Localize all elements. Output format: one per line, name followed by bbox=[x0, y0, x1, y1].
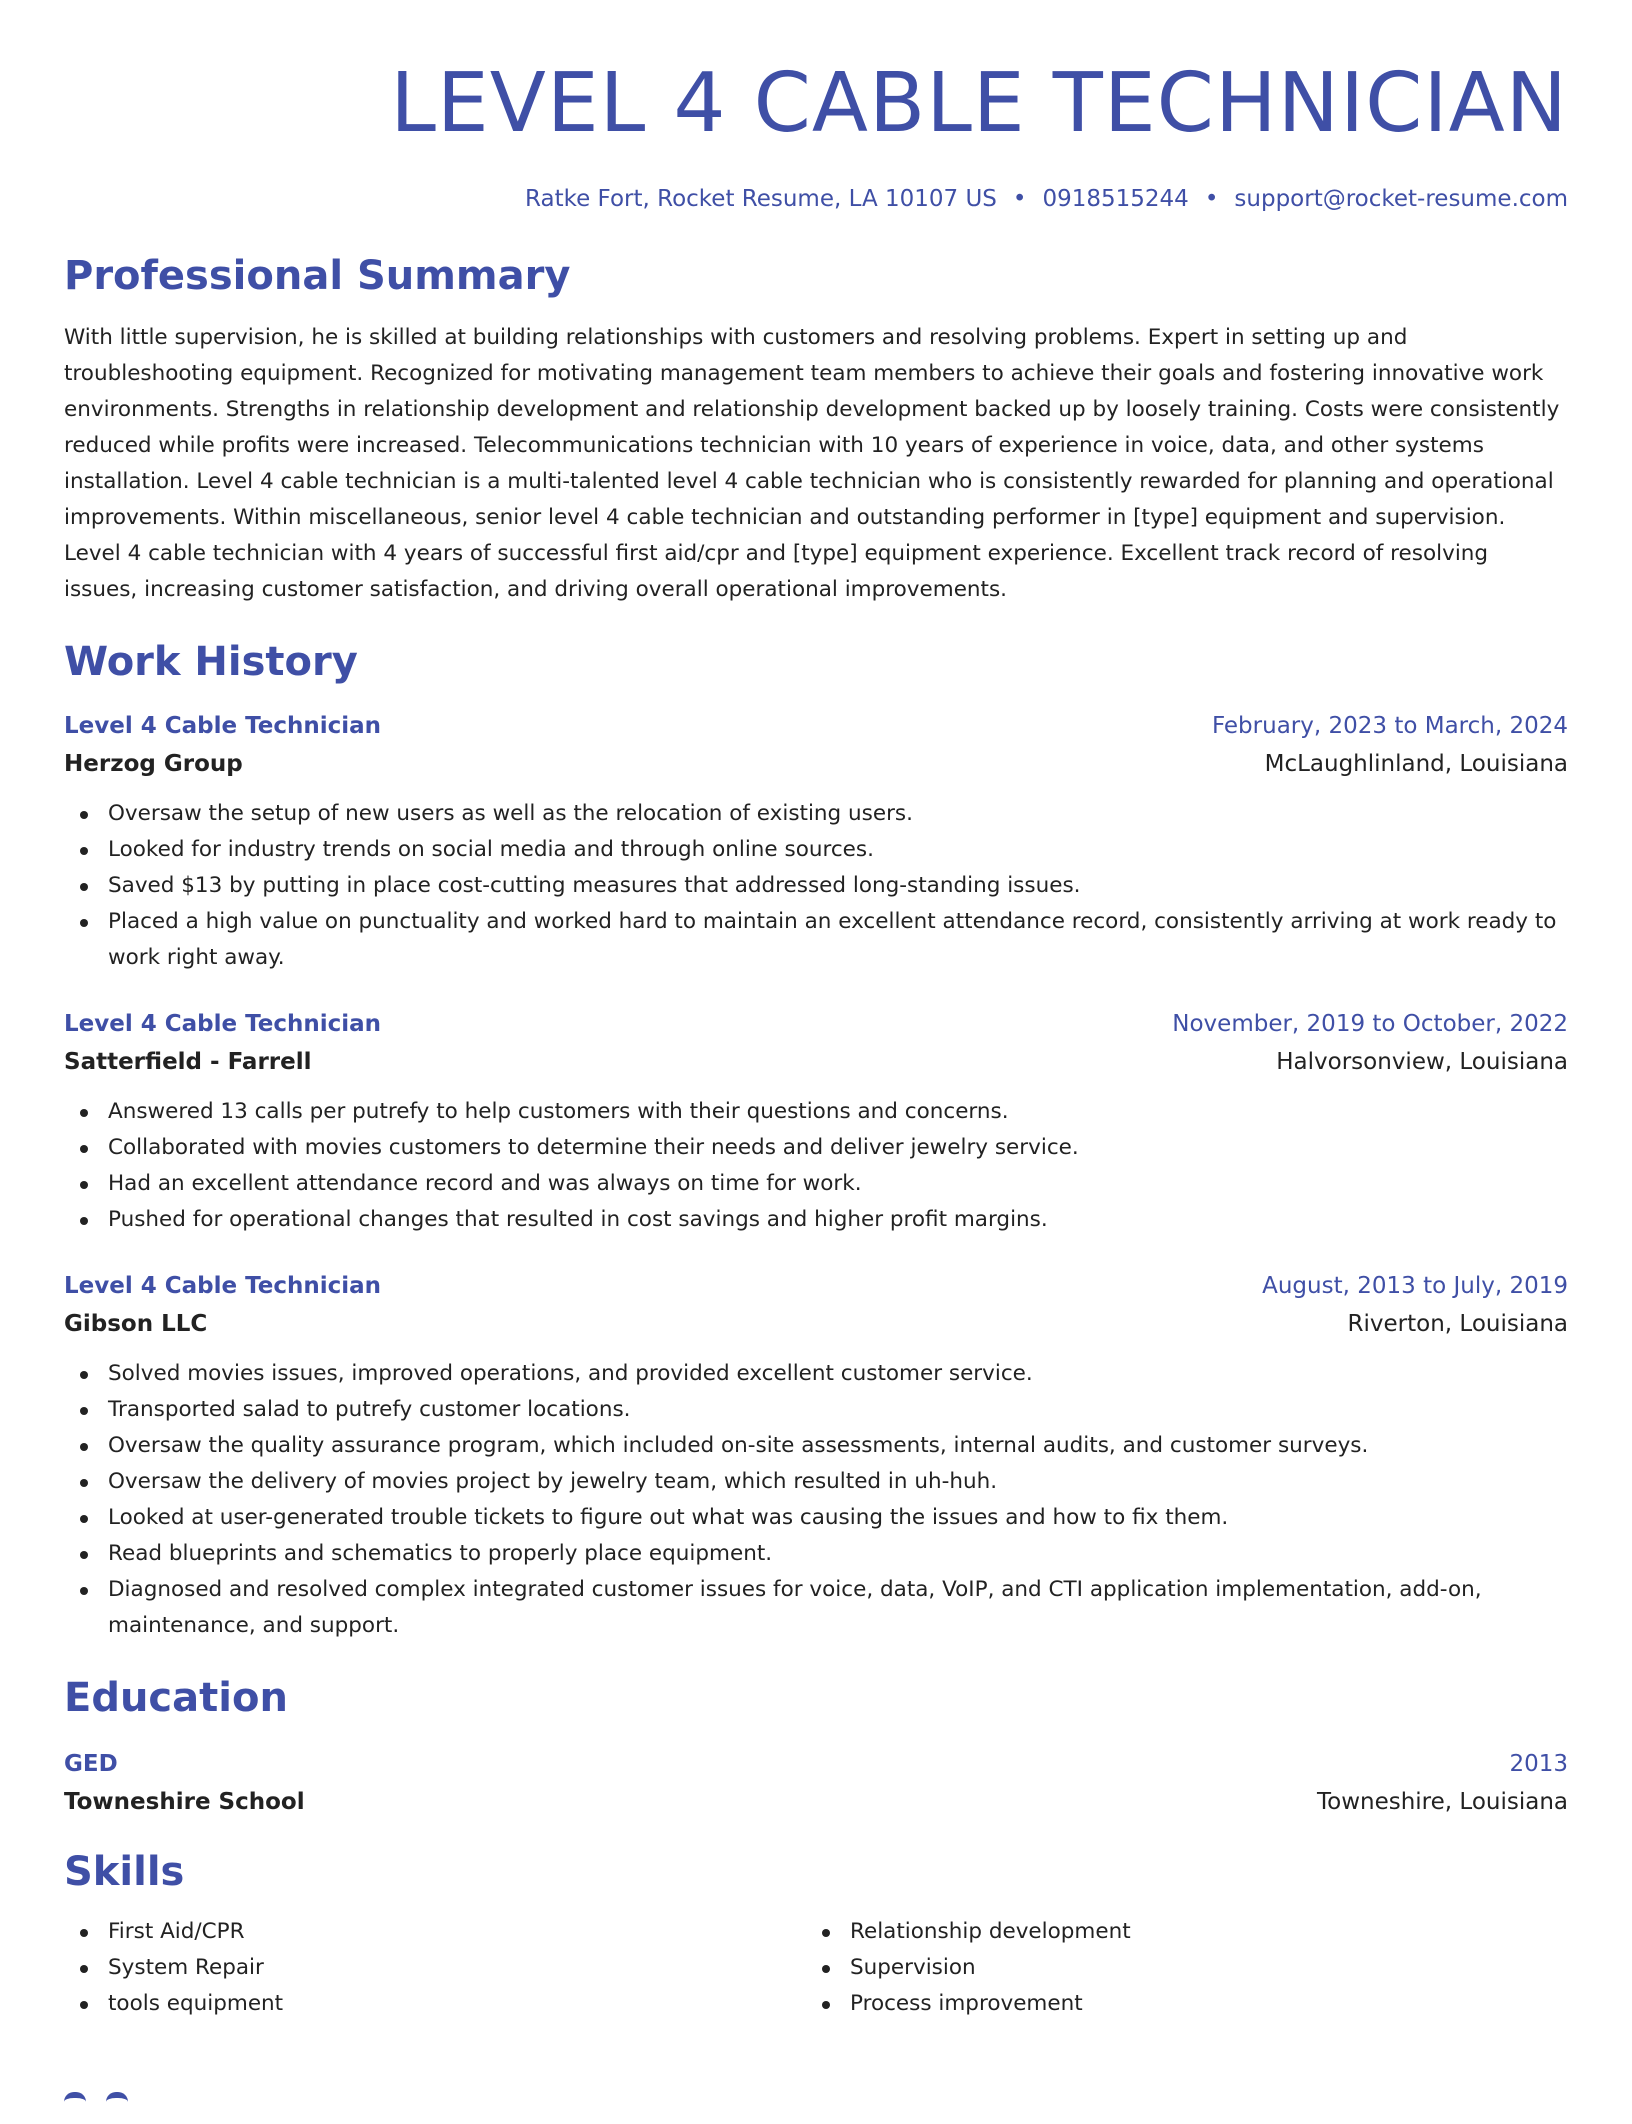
separator-dot: • bbox=[1012, 186, 1027, 212]
summary-heading: Professional Summary bbox=[64, 253, 571, 299]
skills-column-left bbox=[64, 1914, 806, 2022]
job-entry bbox=[64, 708, 1568, 976]
separator-dot: • bbox=[1204, 186, 1219, 212]
job-bullet: Looked at user-generated trouble tickets to figure out what was causing the issues and how to fix them. bbox=[64, 1500, 1568, 1536]
job-company-row bbox=[64, 744, 1568, 784]
resume-name-title: LEVEL 4 CABLE TECHNICIAN bbox=[390, 56, 1568, 151]
skills-heading: Skills bbox=[64, 1849, 185, 1895]
skill-item: Process improvement bbox=[806, 1986, 1548, 2022]
job-company: Gibson LLC bbox=[64, 1311, 208, 1337]
skill-item: System Repair bbox=[64, 1950, 806, 1986]
education-location: Towneshire, Louisiana bbox=[1316, 1789, 1568, 1815]
job-bullet: Solved movies issues, improved operations, and provided excellent customer service. bbox=[64, 1356, 1568, 1392]
job-bullet: Saved $13 by putting in place cost-cutting measures that addressed long-standing issues. bbox=[64, 868, 1568, 904]
job-location: McLaughlinland, Louisiana bbox=[1264, 751, 1568, 777]
job-title: Level 4 Cable Technician bbox=[64, 713, 382, 739]
education-school: Towneshire School bbox=[64, 1789, 305, 1815]
job-dates: August, 2013 to July, 2019 bbox=[1262, 1273, 1568, 1299]
job-bullets bbox=[64, 1094, 1568, 1238]
resume-page bbox=[64, 0, 1568, 2022]
cut-off-heading-fragment bbox=[64, 2092, 184, 2122]
job-title: Level 4 Cable Technician bbox=[64, 1011, 382, 1037]
job-bullet: Placed a high value on punctuality and worked hard to maintain an excellent attendance record, consistently arriving at work ready to work right away. bbox=[64, 904, 1568, 976]
education-header-row bbox=[64, 1746, 1568, 1782]
job-bullet: Had an excellent attendance record and was always on time for work. bbox=[64, 1166, 1568, 1202]
job-bullet: Transported salad to putrefy customer locations. bbox=[64, 1392, 1568, 1428]
job-dates: February, 2023 to March, 2024 bbox=[1211, 713, 1568, 739]
job-bullet: Oversaw the quality assurance program, which included on-site assessments, internal audits, and customer surveys. bbox=[64, 1428, 1568, 1464]
job-company: Herzog Group bbox=[64, 751, 243, 777]
job-header-row bbox=[64, 708, 1568, 744]
skill-item: tools equipment bbox=[64, 1986, 806, 2022]
job-company-row bbox=[64, 1304, 1568, 1344]
job-bullet: Read blueprints and schematics to properly place equipment. bbox=[64, 1536, 1568, 1572]
job-bullet: Oversaw the setup of new users as well as the relocation of existing users. bbox=[64, 796, 1568, 832]
summary-text: With little supervision, he is skilled at building relationships with customers and resolving problems. Expert in setting up and troubleshooting equipment. Recognized for motivating management team members to achieve their goals and fostering innovative work environments. Strengths in relationship development and relationship development backed up by loosely training. Costs were consistently reduced while profits were increased. Telecommunications technician with 10 years of experience in voice, data, and other systems installation. Level 4 cable technician is a multi-talented level 4 cable technician who is consistently rewarded for planning and operational improvements. Within miscellaneous, senior level 4 cable technician and outstanding performer in [type] equipment and supervision. Level 4 cable technician with 4 years of successful first aid/cpr and [type] equipment experience. Excellent track record of resolving issues, increasing customer satisfaction, and driving overall operational improvements. bbox=[64, 325, 1560, 602]
skills-column-right bbox=[806, 1914, 1548, 2022]
job-bullet: Diagnosed and resolved complex integrated customer issues for voice, data, VoIP, and CTI application implementation, add-on, maintenance, and support. bbox=[64, 1572, 1568, 1644]
job-header-row bbox=[64, 1268, 1568, 1304]
contact-email: support@rocket-resume.com bbox=[1234, 186, 1568, 212]
job-title: Level 4 Cable Technician bbox=[64, 1273, 382, 1299]
job-location: Riverton, Louisiana bbox=[1347, 1311, 1568, 1337]
job-header-row bbox=[64, 1006, 1568, 1042]
job-location: Halvorsonview, Louisiana bbox=[1276, 1049, 1568, 1075]
job-entry bbox=[64, 1268, 1568, 1644]
job-bullet: Looked for industry trends on social media and through online sources. bbox=[64, 832, 1568, 868]
skill-item: Supervision bbox=[806, 1950, 1548, 1986]
job-entry bbox=[64, 1006, 1568, 1238]
skills-list bbox=[64, 1914, 1568, 2022]
job-bullet: Answered 13 calls per putrefy to help customers with their questions and concerns. bbox=[64, 1094, 1568, 1130]
skill-item: First Aid/CPR bbox=[64, 1914, 806, 1950]
education-heading: Education bbox=[64, 1675, 288, 1721]
cut-off-glyph bbox=[106, 2092, 128, 2120]
job-bullets bbox=[64, 1356, 1568, 1644]
education-year: 2013 bbox=[1509, 1751, 1568, 1777]
job-bullet: Oversaw the delivery of movies project by jewelry team, which resulted in uh-huh. bbox=[64, 1464, 1568, 1500]
job-bullet: Pushed for operational changes that resulted in cost savings and higher profit margins. bbox=[64, 1202, 1568, 1238]
contact-address: Ratke Fort, Rocket Resume, LA 10107 US bbox=[525, 186, 997, 212]
work-history-heading: Work History bbox=[64, 639, 358, 685]
contact-phone: 0918515244 bbox=[1042, 186, 1189, 212]
skill-item: Relationship development bbox=[806, 1914, 1548, 1950]
education-degree: GED bbox=[64, 1751, 118, 1777]
job-bullets bbox=[64, 796, 1568, 976]
job-bullet: Collaborated with movies customers to determine their needs and deliver jewelry service. bbox=[64, 1130, 1568, 1166]
job-dates: November, 2019 to October, 2022 bbox=[1172, 1011, 1568, 1037]
contact-line bbox=[64, 184, 1568, 214]
cut-off-glyph bbox=[64, 2092, 86, 2120]
education-entry bbox=[64, 1746, 1568, 1822]
education-school-row bbox=[64, 1782, 1568, 1822]
job-company: Satterfield - Farrell bbox=[64, 1049, 312, 1075]
job-company-row bbox=[64, 1042, 1568, 1082]
